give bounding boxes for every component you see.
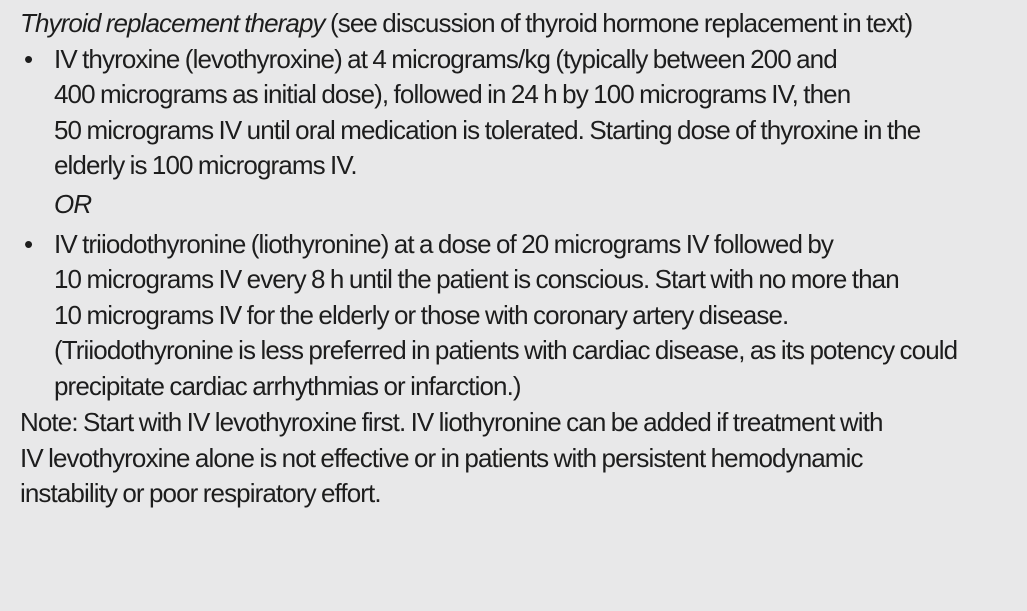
note-line: instability or poor respiratory effort. <box>20 478 381 508</box>
list-item-line: IV thyroxine (levothyroxine) at 4 micrograms/kg (typically between 200 and <box>54 43 837 74</box>
list-item-line: IV triiodothyronine (liothyronine) at a dose of 20 micrograms IV followed by <box>54 228 834 259</box>
section-heading <box>20 6 1017 42</box>
list-item-thyroxine <box>20 42 1017 184</box>
list-item-line: (Triiodothyronine is less preferred in patients with cardiac disease, as its potency could <box>54 335 958 365</box>
list-item-line: 400 micrograms as initial dose), followed in 24 h by 100 micrograms IV, then <box>54 79 851 109</box>
list-item-line: elderly is 100 micrograms IV. <box>54 150 357 180</box>
note-line: Note: Start with IV levothyroxine first. IV liothyronine can be added if treatment with <box>20 407 883 437</box>
therapy-options-list-2 <box>20 227 1017 405</box>
list-item-line: 10 micrograms IV every 8 h until the patient is conscious. Start with no more than <box>54 264 899 294</box>
bullet-icon: • <box>24 43 33 74</box>
treatment-note <box>20 405 1017 512</box>
note-line: IV levothyroxine alone is not effective or in patients with persistent hemodynamic <box>20 442 863 473</box>
section-heading-note: (see discussion of thyroid hormone replacement in text) <box>324 8 913 38</box>
list-item-line: 10 micrograms IV for the elderly or those with coronary artery disease. <box>54 299 789 330</box>
section-heading-label: Thyroid replacement therapy <box>20 8 325 38</box>
or-separator: OR <box>54 188 92 219</box>
list-item-line: 50 micrograms IV until oral medication is tolerated. Starting dose of thyroxine in the <box>54 114 921 145</box>
list-item-line: precipitate cardiac arrhythmias or infarction.) <box>54 370 521 401</box>
list-item-triiodothyronine <box>20 227 1017 405</box>
bullet-icon: • <box>24 228 33 259</box>
therapy-options-list <box>20 42 1017 184</box>
